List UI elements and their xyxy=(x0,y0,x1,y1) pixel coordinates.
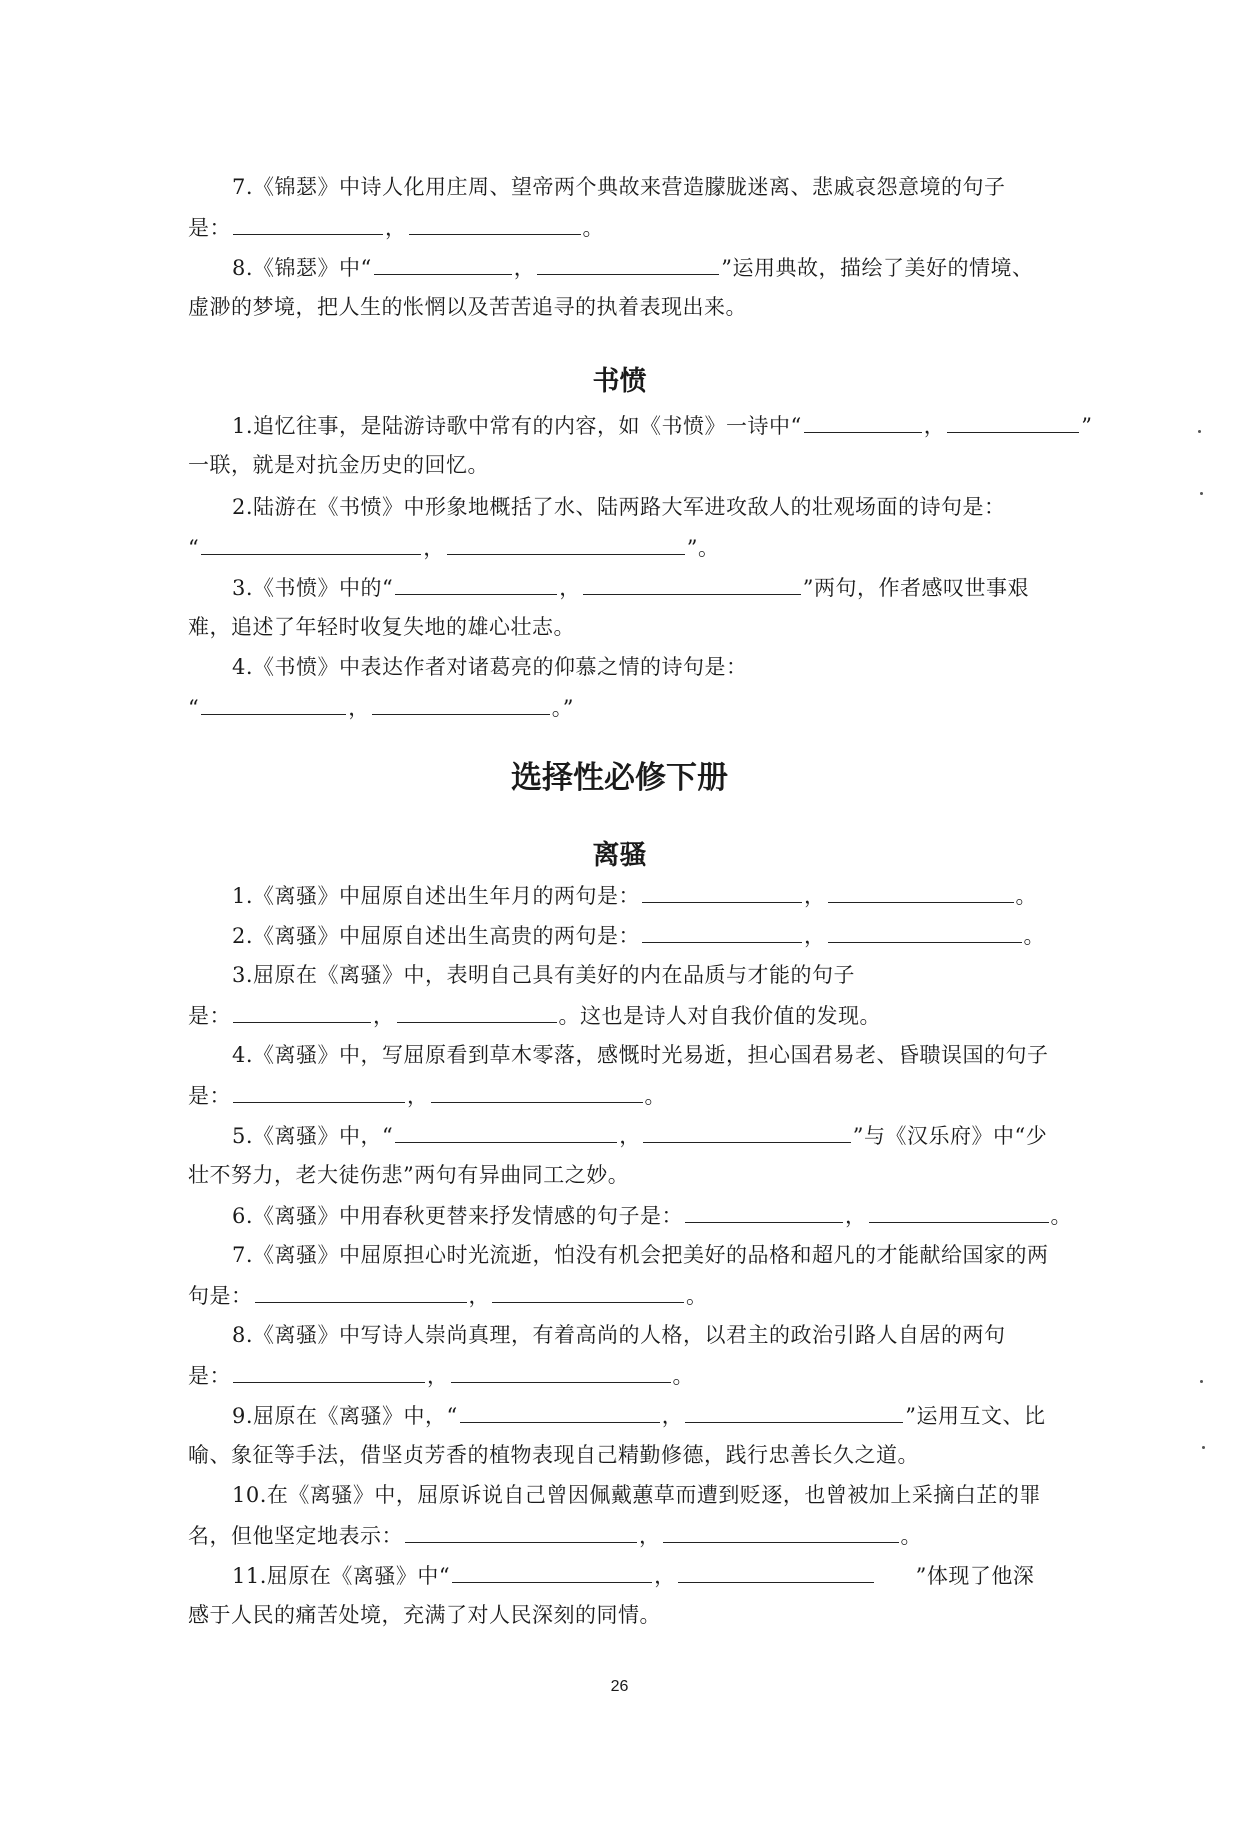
question-line: 2.《离骚》中屈原自述出生高贵的两句是： ， 。 xyxy=(232,920,1102,951)
answer-blank[interactable] xyxy=(405,1520,637,1543)
question-line: 1.《离骚》中屈原自述出生年月的两句是： ， 。 xyxy=(232,880,1102,911)
answer-blank[interactable] xyxy=(642,920,802,943)
answer-blank[interactable] xyxy=(233,212,383,235)
question-line: 3.《书愤》中的“ ， ”两句，作者感叹世事艰 xyxy=(232,572,1102,603)
question-text: 4.《离骚》中，写屈原看到草木零落，感慨时光易逝，担心国君易老、昏聩误国的句子 xyxy=(232,1043,1049,1067)
question-line: 11.屈原在《离骚》中“ ， ”体现了他深 xyxy=(232,1560,1102,1591)
question-line: 5.《离骚》中，“ ， ”与《汉乐府》中“少 xyxy=(232,1120,1102,1151)
question-line: 是： ， 。 xyxy=(188,1080,1058,1111)
question-text: 4.《书愤》中表达作者对诸葛亮的仰慕之情的诗句是： xyxy=(232,655,748,679)
answer-blank[interactable] xyxy=(663,1520,899,1543)
question-line: 名，但他坚定地表示： ， 。 xyxy=(188,1520,1058,1551)
answer-blank[interactable] xyxy=(233,1000,371,1023)
answer-blank[interactable] xyxy=(828,880,1014,903)
scan-speck xyxy=(1200,1380,1203,1383)
question-text: 喻、象征等手法，借坚贞芳香的植物表现自己精勤修德，践行忠善长久之道。 xyxy=(188,1443,919,1467)
question-line: 是： ， 。 xyxy=(188,1360,1058,1391)
answer-blank[interactable] xyxy=(685,1400,903,1423)
question-text: 7.《锦瑟》中诗人化用庄周、望帝两个典故来营造朦胧迷离、悲戚哀怨意境的句子 xyxy=(232,175,1006,199)
answer-blank[interactable] xyxy=(869,1200,1049,1223)
question-line: 8.《锦瑟》中“ ， ”运用典故，描绘了美好的情境、 xyxy=(232,252,1102,283)
question-text: 10.在《离骚》中，屈原诉说自己曾因佩戴蕙草而遭到贬逐，也曾被加上采摘白芷的罪 xyxy=(232,1483,1041,1507)
scan-speck xyxy=(1202,1446,1205,1449)
question-line: 9.屈原在《离骚》中，“ ， ”运用互文、比 xyxy=(232,1400,1102,1431)
page-number: 26 xyxy=(610,1678,629,1695)
answer-blank[interactable] xyxy=(374,252,512,275)
answer-blank[interactable] xyxy=(492,1280,684,1303)
answer-blank[interactable] xyxy=(395,1120,617,1143)
answer-blank[interactable] xyxy=(643,1120,851,1143)
scan-speck xyxy=(1198,430,1201,433)
answer-blank[interactable] xyxy=(233,1080,405,1103)
answer-blank[interactable] xyxy=(947,410,1079,433)
section-title: 离骚 xyxy=(592,840,647,871)
answer-blank[interactable] xyxy=(255,1280,467,1303)
question-line: 是： ， 。这也是诗人对自我价值的发现。 xyxy=(188,1000,1058,1031)
answer-blank[interactable] xyxy=(678,1560,874,1583)
question-line: 句是： ， 。 xyxy=(188,1280,1058,1311)
question-line: “ ， ”。 xyxy=(188,532,1058,563)
question-text: 难，追述了年轻时收复失地的雄心壮志。 xyxy=(188,615,575,639)
page-title: 选择性必修下册 xyxy=(511,760,728,796)
answer-blank[interactable] xyxy=(452,1560,652,1583)
question-text: 2.陆游在《书愤》中形象地概括了水、陆两路大军进攻敌人的壮观场面的诗句是： xyxy=(232,495,1006,519)
answer-blank[interactable] xyxy=(804,410,922,433)
question-line: “ ， 。” xyxy=(188,692,1058,723)
question-line: 6.《离骚》中用春秋更替来抒发情感的句子是： ， 。 xyxy=(232,1200,1102,1231)
scan-speck xyxy=(1200,492,1203,495)
answer-blank[interactable] xyxy=(583,572,801,595)
answer-blank[interactable] xyxy=(372,692,550,715)
answer-blank[interactable] xyxy=(201,692,346,715)
answer-blank[interactable] xyxy=(201,532,421,555)
answer-blank[interactable] xyxy=(447,532,685,555)
question-text: 感于人民的痛苦处境，充满了对人民深刻的同情。 xyxy=(188,1603,661,1627)
question-text: 虚渺的梦境，把人生的怅惘以及苦苦追寻的执着表现出来。 xyxy=(188,295,747,319)
answer-blank[interactable] xyxy=(233,1360,425,1383)
question-line: 是： ， 。 xyxy=(188,212,1058,243)
answer-blank[interactable] xyxy=(828,920,1022,943)
answer-blank[interactable] xyxy=(642,880,802,903)
question-text: 一联，就是对抗金历史的回忆。 xyxy=(188,453,489,477)
answer-blank[interactable] xyxy=(395,572,557,595)
section-title: 书愤 xyxy=(592,366,647,397)
answer-blank[interactable] xyxy=(460,1400,660,1423)
answer-blank[interactable] xyxy=(431,1080,643,1103)
question-text: 7.《离骚》中屈原担心时光流逝，怕没有机会把美好的品格和超凡的才能献给国家的两 xyxy=(232,1243,1049,1267)
question-line: 1.追忆往事，是陆游诗歌中常有的内容，如《书愤》一诗中“ ， ” xyxy=(232,410,1102,441)
answer-blank[interactable] xyxy=(451,1360,671,1383)
answer-blank[interactable] xyxy=(409,212,581,235)
answer-blank[interactable] xyxy=(537,252,719,275)
question-text: 壮不努力，老大徒伤悲”两句有异曲同工之妙。 xyxy=(188,1163,630,1187)
question-text: 8.《离骚》中写诗人崇尚真理，有着高尚的人格，以君主的政治引路人自居的两句 xyxy=(232,1323,1006,1347)
question-text: 3.屈原在《离骚》中，表明自己具有美好的内在品质与才能的句子 xyxy=(232,963,856,987)
answer-blank[interactable] xyxy=(685,1200,843,1223)
answer-blank[interactable] xyxy=(397,1000,557,1023)
